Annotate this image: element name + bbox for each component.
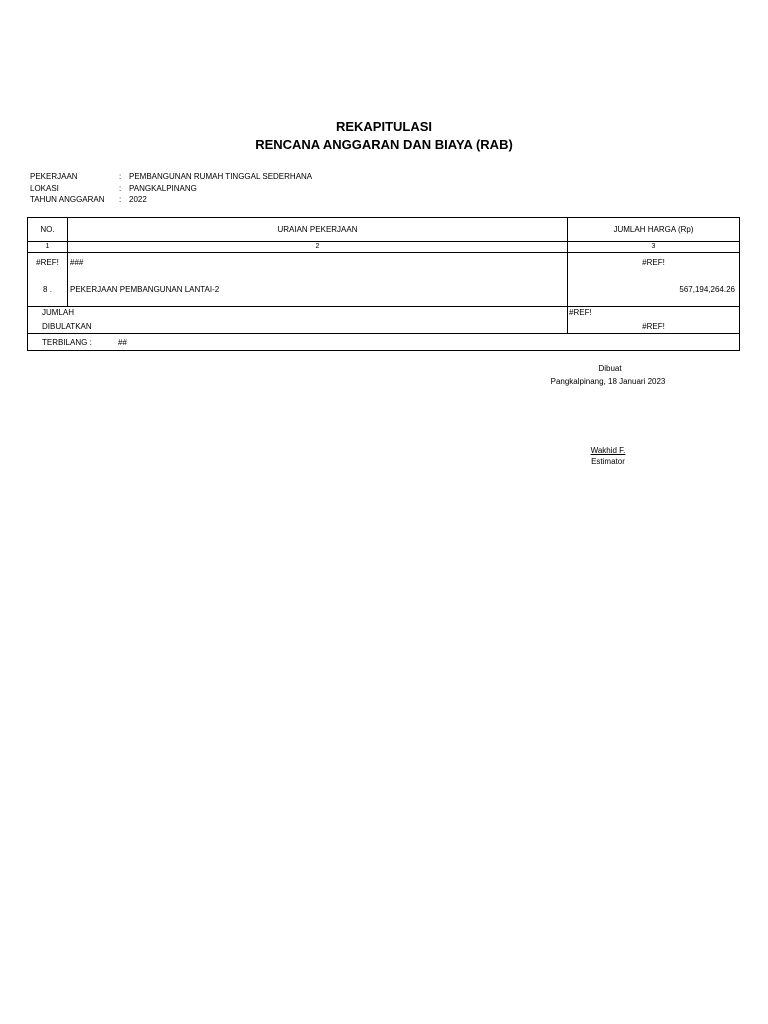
- info-separator: :: [119, 172, 122, 181]
- info-label: PEKERJAAN: [30, 172, 78, 181]
- table-divider: [28, 252, 739, 253]
- dibulatkan-value: #REF!: [642, 322, 665, 331]
- signature-made: Dibuat: [598, 364, 622, 373]
- header-no: NO.: [40, 225, 55, 234]
- rab-table: [27, 217, 740, 351]
- info-value: PANGKALPINANG: [129, 183, 197, 193]
- col-number: 3: [651, 243, 656, 250]
- info-row-pekerjaan: [30, 171, 312, 183]
- title-rekapitulasi: REKAPITULASI: [335, 119, 433, 134]
- row-no: 8 .: [43, 285, 52, 294]
- table-divider: [28, 306, 739, 307]
- row-amount: #REF!: [642, 258, 665, 267]
- signature-name: Wakhid F.: [590, 446, 626, 455]
- dibulatkan-label: DIBULATKAN: [42, 322, 92, 331]
- row-desc: PEKERJAAN PEMBANGUNAN LANTAI-2: [70, 285, 220, 294]
- info-value: PEMBANGUNAN RUMAH TINGGAL SEDERHANA: [129, 172, 313, 181]
- row-desc: ###: [70, 258, 84, 267]
- row-amount: 567,194,264.26: [679, 285, 735, 294]
- info-row-tahun: [30, 194, 312, 206]
- project-info: [30, 171, 312, 206]
- header-jumlah-harga: JUMLAH HARGA (Rp): [613, 225, 694, 234]
- info-separator: :: [119, 183, 122, 193]
- col-number: 1: [45, 243, 50, 250]
- jumlah-value: #REF!: [569, 308, 592, 317]
- jumlah-label: JUMLAH: [42, 308, 75, 317]
- info-label: TAHUN ANGGARAN: [30, 195, 105, 204]
- info-label: LOKASI: [30, 183, 59, 193]
- header-uraian: URAIAN PEKERJAAN: [277, 225, 358, 234]
- terbilang-value: ##: [118, 338, 127, 347]
- info-row-lokasi: [30, 183, 312, 195]
- table-divider: [567, 218, 568, 333]
- title-rab: RENCANA ANGGARAN DAN BIAYA (RAB): [255, 137, 513, 152]
- signature-place-date: Pangkalpinang, 18 Januari 2023: [550, 377, 666, 386]
- info-value: 2022: [129, 195, 147, 204]
- info-separator: :: [119, 195, 122, 204]
- col-number: 2: [315, 243, 320, 250]
- terbilang-label: TERBILANG :: [42, 338, 92, 347]
- table-divider: [28, 333, 739, 334]
- table-divider: [28, 241, 739, 242]
- row-no: #REF!: [36, 258, 59, 267]
- signature-role: Estimator: [591, 457, 625, 466]
